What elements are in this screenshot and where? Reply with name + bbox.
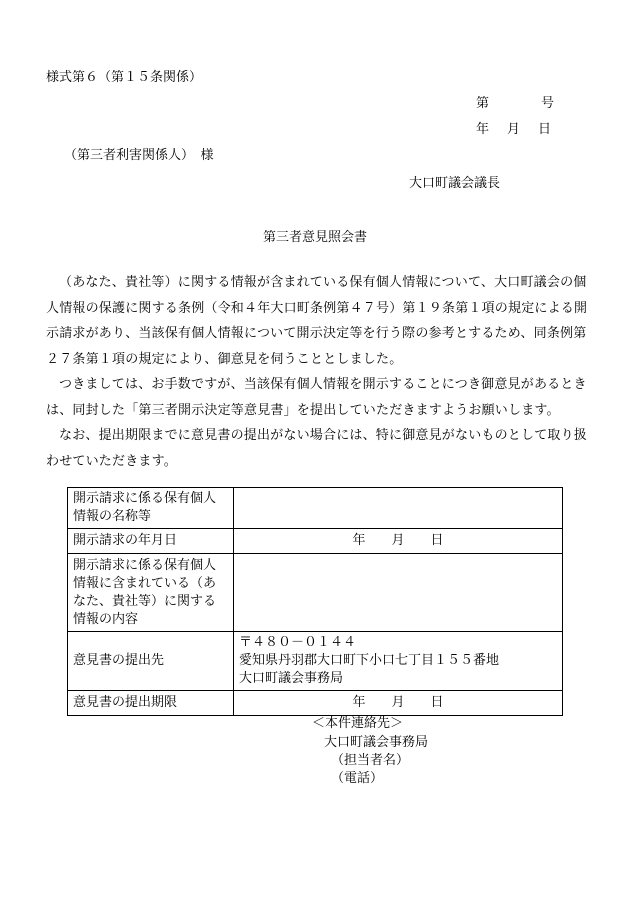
table-value [234, 554, 563, 632]
contact-office: 大口町議会事務局 [324, 735, 429, 750]
table-label: 意見書の提出期限 [68, 691, 234, 716]
table-value: 年 月 日 [234, 691, 563, 716]
table-value [234, 632, 563, 691]
date-month: 月 [507, 122, 521, 137]
contact-heading: ＜本件連絡先＞ [312, 716, 404, 731]
table-row [68, 554, 563, 632]
table-value [234, 488, 563, 529]
date-day: 日 [538, 122, 552, 137]
paragraph-1: （あなた、貴社等）に関する情報が含まれている保有個人情報について、大口町議会の個人情報の保護に関する条例（令和４年大口町条例第４７号）第１９条第１項の規定による開示請求があり、当該保有個人情報について開示決定等を行う際の参考とするため、同条例第２７条第１項の規定により、御意見を伺うこととしました。 [46, 275, 588, 367]
table-row [68, 632, 563, 691]
body-text [46, 270, 591, 474]
paragraph-3: なお、提出期限までに意見書の提出がない場合には、特に御意見がないものとして取り扱わせていただきます。 [46, 428, 588, 469]
table-row [68, 488, 563, 529]
table-row [68, 691, 563, 716]
table-label: 開示請求に係る保有個人情報に含まれている（あなた、貴社等）に関する情報の内容 [68, 554, 234, 632]
document-date [476, 122, 551, 138]
date-year: 年 [476, 122, 490, 137]
paragraph-2: つきましては、お手数ですが、当該保有個人情報を開示することにつき御意見があるときは、同封した「第三者開示決定等意見書」を提出していただきますようお願いします。 [46, 377, 587, 418]
contact-phone: （電話） [331, 771, 384, 786]
form-number: 様式第６（第１５条関係） [46, 70, 203, 85]
doc-no-suffix: 号 [541, 96, 555, 111]
doc-no-prefix: 第 [476, 96, 490, 111]
table-value: 年 月 日 [234, 529, 563, 554]
document-number [476, 96, 554, 112]
table-label: 開示請求の年月日 [68, 529, 234, 554]
postal-code: 〒４８０－０１４４ [239, 635, 357, 650]
table-label: 意見書の提出先 [68, 632, 234, 691]
contact-person: （担当者名） [331, 753, 410, 768]
office-name: 大口町議会事務局 [239, 671, 344, 686]
addressee: （第三者利害関係人） 様 [64, 148, 214, 163]
sender: 大口町議会議長 [409, 176, 501, 191]
address: 愛知県丹羽郡大口町下小口七丁目１５５番地 [239, 653, 500, 668]
page-title: 第三者意見照会書 [262, 230, 367, 245]
table-label: 開示請求に係る保有個人情報の名称等 [68, 488, 234, 529]
table-row [68, 529, 563, 554]
info-table [67, 487, 563, 716]
